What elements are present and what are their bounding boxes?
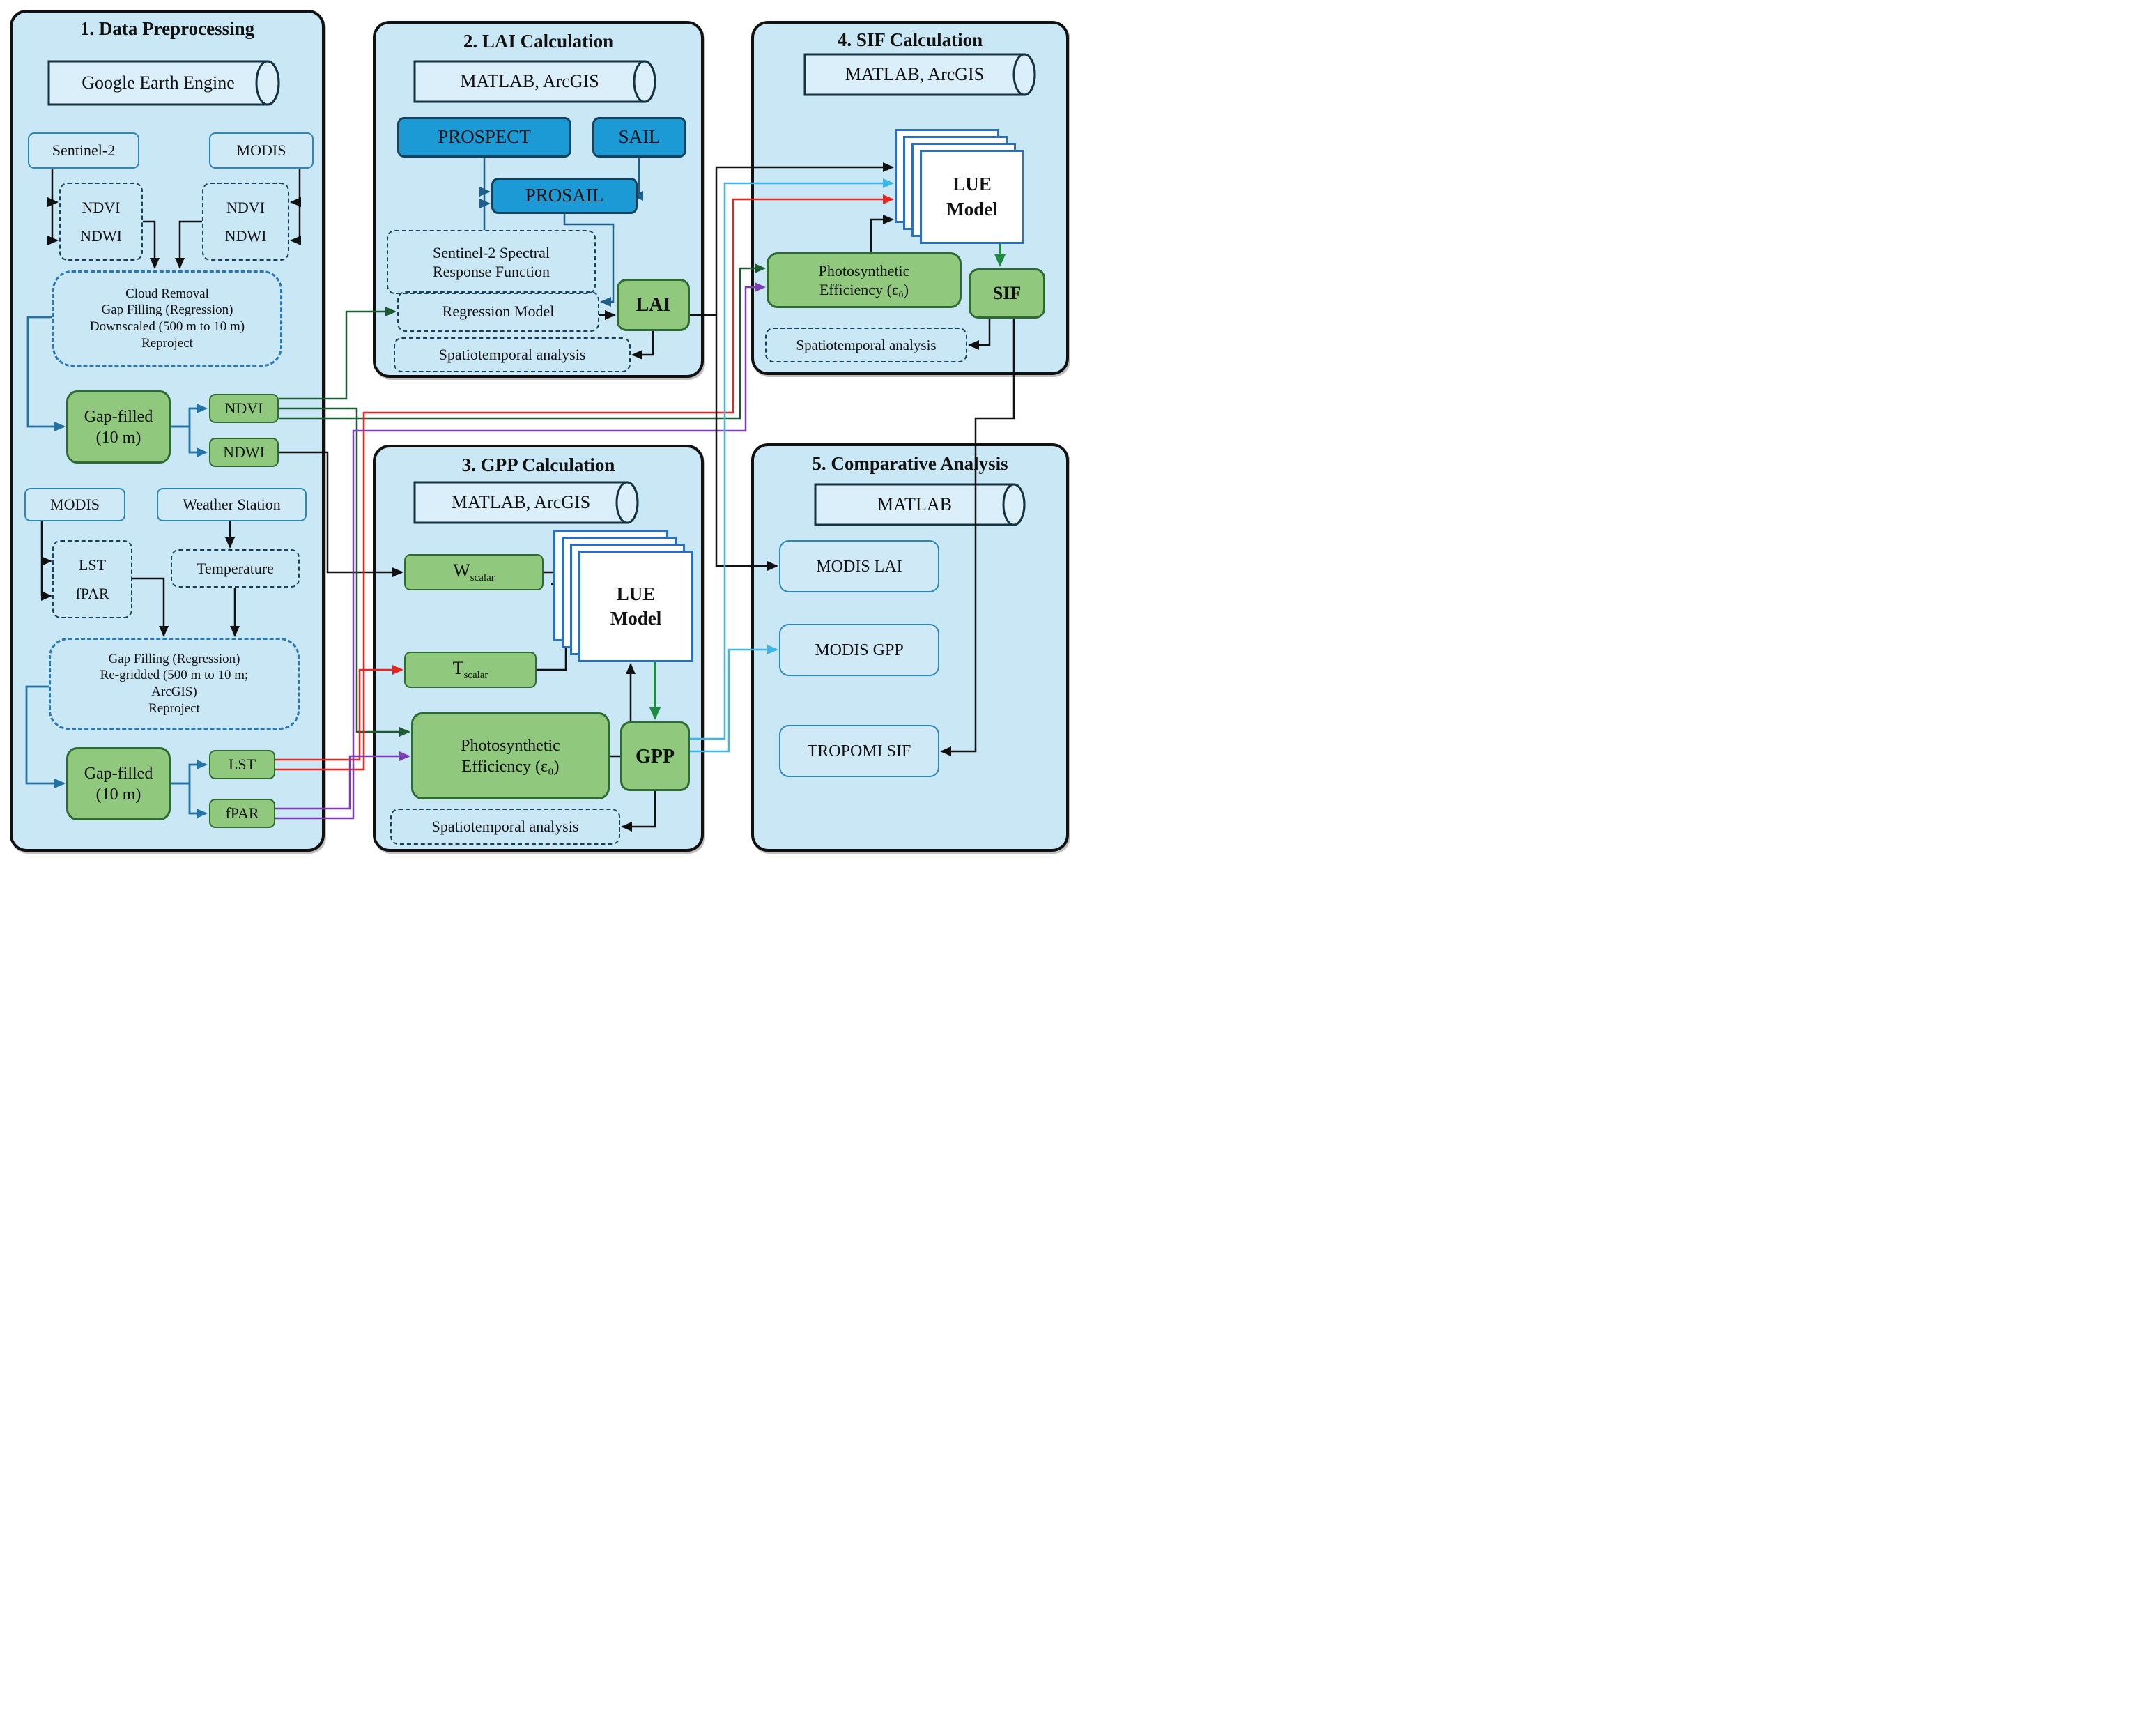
lue-model-p3-line1: LUE [616,583,656,604]
panel4-title: 4. SIF Calculation [837,29,983,50]
panel5-tools-label: MATLAB [877,494,952,514]
regrid-box [49,638,300,730]
lue-model-p3-line2: Model [610,608,662,629]
sentinel2-box: Sentinel-2 [28,132,139,169]
lue-model-p4 [920,150,1024,244]
indices-right-ndwi: NDWI [224,227,267,245]
wscalar-label [453,560,495,585]
ndwi-box: NDWI [209,438,279,467]
panel2-title: 2. LAI Calculation [463,31,614,52]
flowchart-canvas [0,0,1078,862]
regression-model-box: Regression Model [397,291,599,332]
gap-filled-1-line1: Gap-filled [84,407,153,426]
prospect-box: PROSPECT [397,117,571,158]
indices-left-ndwi: NDWI [80,227,122,245]
gee-cylinder-label: Google Earth Engine [82,72,235,93]
lue-model-p4-line2: Model [946,198,998,220]
sail-box: SAIL [592,117,686,158]
regrid-line1: Gap Filling (Regression) [108,651,240,666]
srf-box [387,230,596,294]
lst-fpar-fpar: fPAR [75,585,109,602]
weather-station-box: Weather Station [157,488,307,521]
photosynthetic-efficiency-p4-box [767,252,962,308]
prosail-box: PROSAIL [491,178,638,214]
spatiotemporal-box-p2: Spatiotemporal analysis [394,337,631,372]
temperature-box: Temperature [171,549,300,588]
photosynthetic-efficiency-p3-box [411,712,610,799]
lst-fpar-box [52,540,132,618]
panel2-tools-label: MATLAB, ArcGIS [460,71,599,91]
wscalar-main: W [453,560,470,581]
tropomi-sif-box: TROPOMI SIF [779,725,939,777]
spatiotemporal-box-p4: Spatiotemporal analysis [765,328,967,362]
indices-left-ndvi: NDVI [82,198,121,216]
gap-filled-2-box [66,747,171,820]
spatiotemporal-box-p3: Spatiotemporal analysis [390,809,620,845]
lst-box: LST [209,750,275,779]
wscalar-box [404,554,544,590]
pe-p3-line1: Photosynthetic [461,736,560,755]
regrid-line2: Re-gridded (500 m to 10 m; [100,668,249,683]
indices-left-box [59,183,143,261]
modis-bottom-box: MODIS [24,488,125,521]
ndvi-box: NDVI [209,394,279,423]
gap-filled-1-box [66,390,171,464]
panel5-title: 5. Comparative Analysis [812,453,1008,474]
panel3-tools-label: MATLAB, ArcGIS [451,492,591,512]
gpp-box: GPP [620,721,690,791]
modis-lai-box: MODIS LAI [779,540,939,592]
cloud-removal-box [52,270,282,367]
gap-filled-2-line1: Gap-filled [84,764,153,783]
lue-model-p3 [578,551,693,662]
sif-box: SIF [969,268,1045,319]
fpar-box: fPAR [209,799,275,828]
cloud-line1: Cloud Removal [125,286,209,301]
gap-filled-1-line2: (10 m) [95,428,141,447]
panel4-tools-label: MATLAB, ArcGIS [845,64,985,84]
cloud-line3: Downscaled (500 m to 10 m) [89,319,245,334]
srf-line2: Response Function [432,263,550,280]
cloud-line4: Reproject [141,335,193,351]
pe-p3-line2: Efficiency (ε₀) [461,757,560,776]
tscalar-label [453,657,488,682]
pe-p4-line1: Photosynthetic [818,261,910,279]
srf-line1: Sentinel-2 Spectral [432,243,550,261]
panel3-title: 3. GPP Calculation [461,454,615,475]
lai-box: LAI [617,279,690,331]
indices-right-ndvi: NDVI [226,198,265,216]
lue-model-p4-line1: LUE [953,174,992,195]
gap-filled-2-line2: (10 m) [95,785,141,804]
tscalar-main: T [452,658,464,679]
lst-fpar-lst: LST [78,556,107,574]
panel1-title: 1. Data Preprocessing [79,18,255,39]
wscalar-sub: scalar [470,572,495,584]
tscalar-box [404,652,537,688]
modis-top-box: MODIS [209,132,314,169]
regrid-line3: ArcGIS) [151,684,197,699]
pe-p4-line2: Efficiency (ε₀) [819,281,909,298]
cloud-line2: Gap Filling (Regression) [101,303,233,318]
tscalar-sub: scalar [463,670,488,682]
modis-gpp-box: MODIS GPP [779,624,939,676]
regrid-line4: Reproject [148,700,200,716]
indices-right-box [202,183,289,261]
